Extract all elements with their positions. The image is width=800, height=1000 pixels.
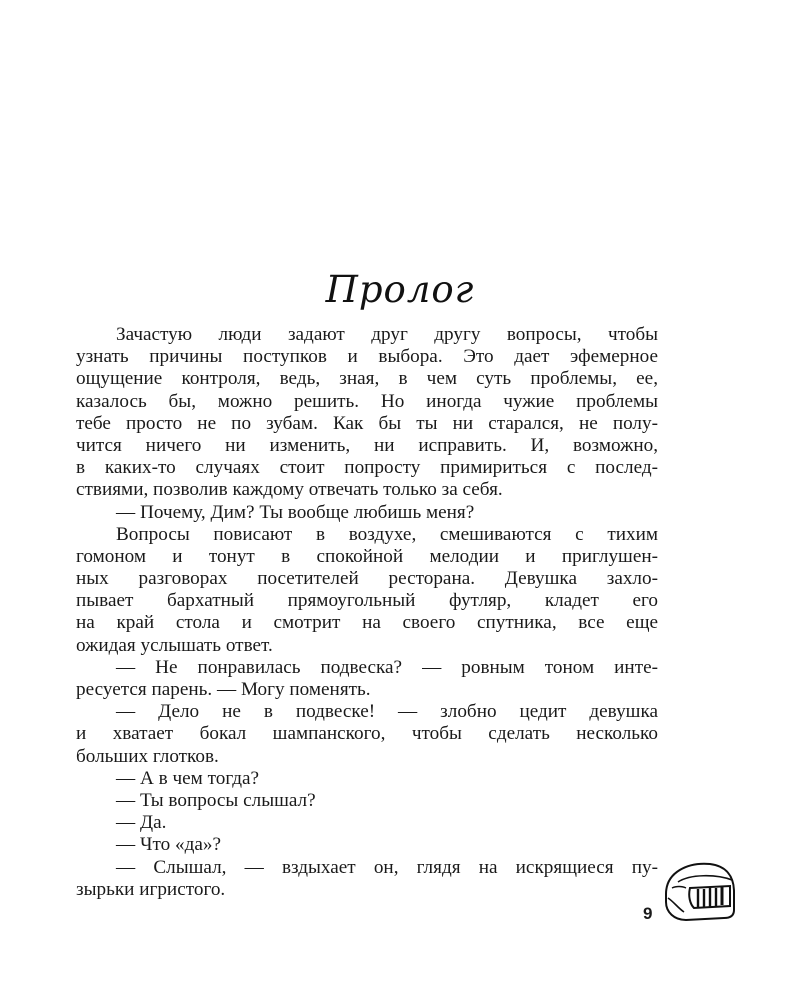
text-line: ожидая услышать ответ. — [76, 634, 273, 656]
text-line: Зачастую люди задают друг другу вопросы, чтобы — [116, 324, 658, 345]
text-line: ных разговорах посетителей ресторана. Девушка захло- — [76, 568, 658, 590]
helmet-icon — [660, 858, 738, 924]
text-line: тебе просто не по зубам. Как бы ты ни старался, не полу- — [76, 412, 658, 434]
text-line: — Почему, Дим? Ты вообще любишь меня? — [116, 501, 475, 523]
text-line: Вопросы повисают в воздухе, смешиваются с тихим — [116, 523, 658, 545]
body-text — [76, 324, 658, 901]
text-line: зырьки игристого. — [76, 878, 226, 900]
text-line: на край стола и смотрит на своего спутника, все еще — [76, 612, 658, 634]
text-line: — Да. — [116, 812, 167, 834]
text-line: узнать причины поступков и выбора. Это дает эфемерное — [76, 346, 658, 368]
text-line: чится ничего ни изменить, ни исправить. И, возможно, — [76, 434, 658, 456]
text-line: в каких-то случаях стоит попросту примириться с послед- — [76, 457, 658, 479]
text-line: казалось бы, можно решить. Но иногда чужие проблемы — [76, 390, 658, 412]
text-line: больших глотков. — [76, 745, 219, 767]
text-line: ресуется парень. — Могу поменять. — [76, 679, 371, 700]
text-line: и хватает бокал шампанского, чтобы сделать несколько — [76, 723, 658, 745]
text-line: гомоном и тонут в спокойной мелодии и приглушен- — [76, 545, 658, 567]
text-line: — Ты вопросы слышал? — [116, 789, 316, 811]
text-line: — Слышал, — вздыхает он, глядя на искрящиеся пу- — [116, 856, 658, 878]
text-line: — Не понравилась подвеска? — ровным тоном инте- — [116, 656, 658, 678]
text-line: ствиями, позволив каждому отвечать только за себя. — [76, 479, 503, 501]
chapter-title: Пролог — [325, 268, 475, 311]
text-line: — Дело не в подвеске! — злобно цедит девушка — [116, 701, 658, 723]
text-line: ощущение контроля, ведь, зная, в чем суть проблемы, ее, — [76, 368, 658, 390]
text-line: — Что «да»? — [116, 834, 221, 856]
text-line: пывает бархатный прямоугольный футляр, кладет его — [76, 590, 658, 612]
page-number: 9 — [643, 904, 653, 923]
text-line: — А в чем тогда? — [116, 767, 260, 789]
